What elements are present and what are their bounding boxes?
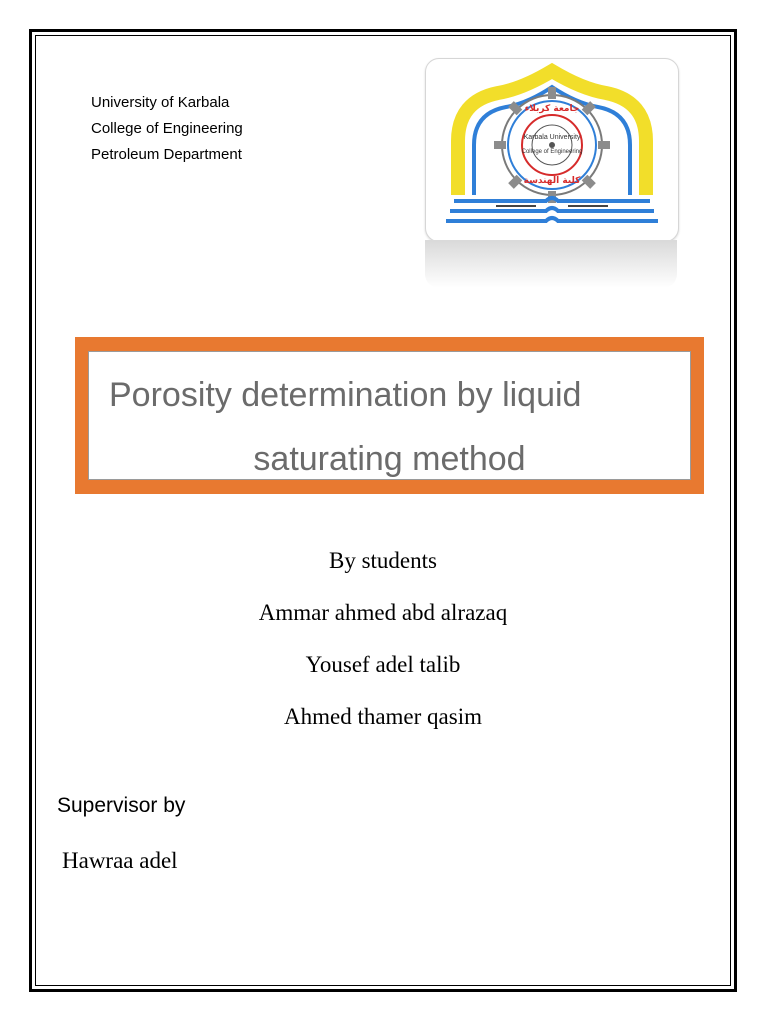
university-emblem-icon	[426, 59, 678, 241]
title-line-2: saturating method	[253, 440, 526, 478]
students-heading: By students	[329, 548, 437, 573]
university-name: University of Karbala	[91, 94, 230, 111]
logo-arabic-top: جامعة كربلاء	[524, 104, 580, 114]
logo-reflection	[425, 240, 677, 288]
department-name: Petroleum Department	[91, 146, 242, 163]
supervisor-name: Hawraa adel	[62, 848, 178, 873]
logo-arabic-bottom: كلية الهندسة	[523, 176, 581, 186]
supervisor-label: Supervisor by	[57, 794, 186, 817]
university-logo	[425, 58, 679, 242]
title-frame	[75, 337, 704, 494]
title-line-1: Porosity determination by liquid	[109, 376, 582, 414]
logo-english-inner: College of Engineering	[521, 149, 583, 155]
student-name: Yousef adel talib	[305, 652, 461, 677]
student-name: Ahmed thamer qasim	[283, 704, 482, 729]
college-name: College of Engineering	[91, 120, 243, 137]
logo-english-ring: Karbala University	[523, 134, 581, 141]
title-panel	[88, 351, 691, 480]
student-name: Ammar ahmed abd alrazaq	[258, 600, 508, 625]
institution-block	[91, 90, 243, 168]
